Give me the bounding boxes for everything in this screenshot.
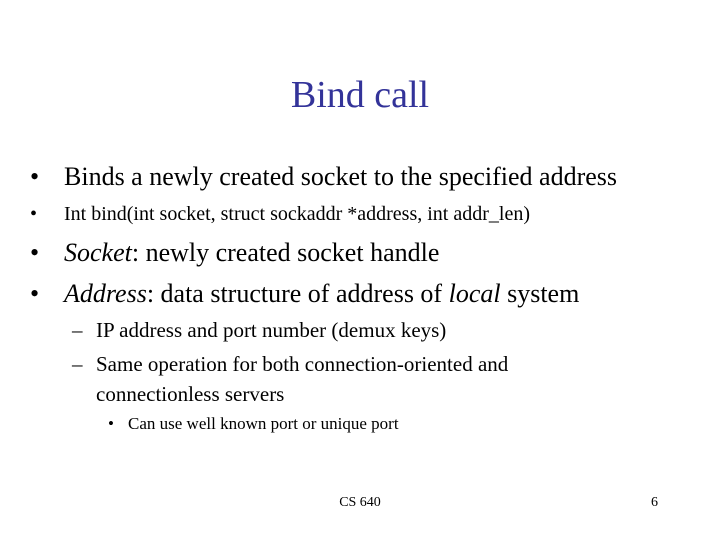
sub-bullet-mark: –	[72, 318, 83, 342]
bullet-mark: •	[30, 162, 40, 191]
bullet-socket	[30, 236, 439, 270]
sub-bullet-text	[96, 349, 508, 409]
bullet-binds	[30, 160, 617, 194]
sub-sub-bullet-mark: •	[108, 414, 114, 433]
sub-bullet-line-2: connectionless servers	[96, 382, 285, 406]
sub-bullet-mark: –	[72, 352, 83, 376]
footer-course: CS 640	[339, 495, 381, 510]
address-description-end: system	[500, 279, 580, 308]
sub-bullet-same-operation	[72, 349, 508, 409]
bullet-mark: •	[30, 238, 40, 267]
bullet-text	[64, 277, 579, 311]
bullet-bind-signature	[30, 201, 530, 227]
bullet-text: Int bind(int socket, struct sockaddr *address, int addr_len)	[64, 203, 530, 225]
term-local: local	[448, 279, 501, 308]
bullet-mark: •	[30, 203, 38, 225]
slide-title: Bind call	[290, 74, 430, 116]
term-address: Address	[64, 279, 147, 308]
term-socket: Socket	[64, 238, 132, 267]
sub-bullet-text: IP address and port number (demux keys)	[96, 318, 447, 342]
sub-sub-bullet-port-choice	[108, 413, 399, 435]
bullet-mark: •	[30, 279, 40, 308]
footer-page-number: 6	[651, 495, 658, 510]
sub-bullet-line-1: Same operation for both connection-oriented and	[96, 352, 509, 376]
bullet-text	[64, 236, 439, 270]
sub-bullet-ip-port	[72, 315, 446, 345]
bullet-address	[30, 277, 579, 311]
socket-description: : newly created socket handle	[131, 238, 440, 267]
sub-sub-bullet-text: Can use well known port or unique port	[128, 414, 399, 433]
bullet-text: Binds a newly created socket to the specified address	[64, 162, 618, 191]
address-description: : data structure of address of	[146, 279, 449, 308]
